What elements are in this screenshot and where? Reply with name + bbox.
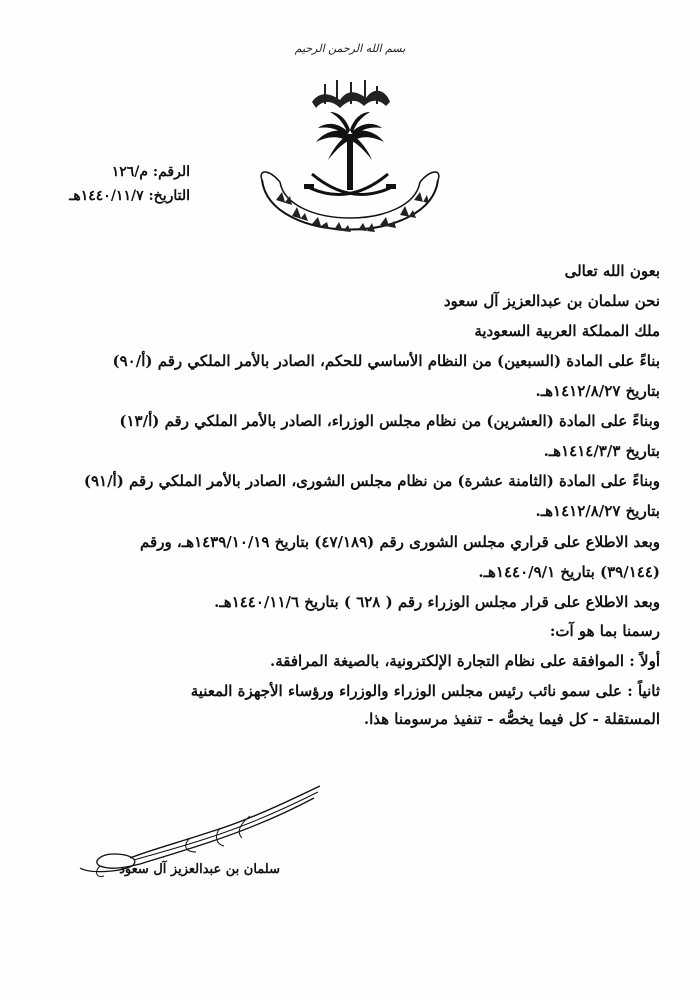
reference-block (40, 160, 190, 208)
invocation: بعون الله تعالى (564, 262, 660, 280)
king-title: ملك المملكة العربية السعودية (474, 322, 660, 340)
preamble-3-line-1: وبناءً على المادة (الثامنة عشرة) من نظام مجلس الشورى، الصادر بالأمر الملكي رقم (أ/٩١) (83, 472, 660, 490)
king-name: نحن سلمان بن عبدالعزيز آل سعود (443, 292, 660, 310)
preamble-1-line-1: بناءً على المادة (السبعين) من النظام الأساسي للحكم، الصادر بالأمر الملكي رقم (أ/٩٠) (112, 352, 660, 370)
emblem-svg (240, 70, 460, 260)
preamble-1-line-2: بتاريخ ١٤١٢/٨/٢٧هـ. (535, 382, 660, 400)
preamble-5-line-1: وبعد الاطلاع على قرار مجلس الوزراء رقم ( ٦٢٨ ) بتاريخ ١٤٤٠/١١/٦هـ. (214, 593, 660, 611)
basmala: بسم الله الرحمن الرحيم (294, 42, 406, 55)
royal-signature (70, 780, 330, 900)
decree-number: الرقم: م/١٢٦ (111, 164, 190, 180)
article-1: أولاً : الموافقة على نظام التجارة الإلكترونية، بالصيغة المرافقة. (270, 652, 660, 670)
national-emblem (240, 70, 460, 260)
article-2-line-1: ثانياً : على سمو نائب رئيس مجلس الوزراء والوزراء ورؤساء الأجهزة المعنية (190, 682, 660, 700)
article-2-line-2: المستقلة - كل فيما يخصُّه - تنفيذ مرسومنا هذا. (363, 710, 660, 728)
preamble-2-line-1: وبناءً على المادة (العشرين) من نظام مجلس الوزراء، الصادر بالأمر الملكي رقم (أ/١٣) (119, 412, 660, 430)
palm-tree-icon (316, 112, 384, 190)
decree-intro: رسمنا بما هو آت: (549, 622, 660, 640)
preamble-4-line-2: (٣٩/١٤٤) بتاريخ ١٤٤٠/٩/١هـ. (478, 563, 660, 581)
preamble-3-line-2: بتاريخ ١٤١٢/٨/٢٧هـ. (535, 502, 660, 520)
preamble-4-line-1: وبعد الاطلاع على قراري مجلس الشورى رقم (٤٧/١٨٩) بتاريخ ١٤٣٩/١٠/١٩هـ، ورقم (140, 533, 660, 551)
decree-date: التاريخ: ١٤٤٠/١١/٧هـ (69, 188, 190, 204)
signer-name: سلمان بن عبدالعزيز آل سعود (119, 862, 280, 877)
tawheed-calligraphy-icon (312, 80, 390, 108)
preamble-2-line-2: بتاريخ ١٤١٤/٣/٣هـ. (543, 442, 660, 460)
